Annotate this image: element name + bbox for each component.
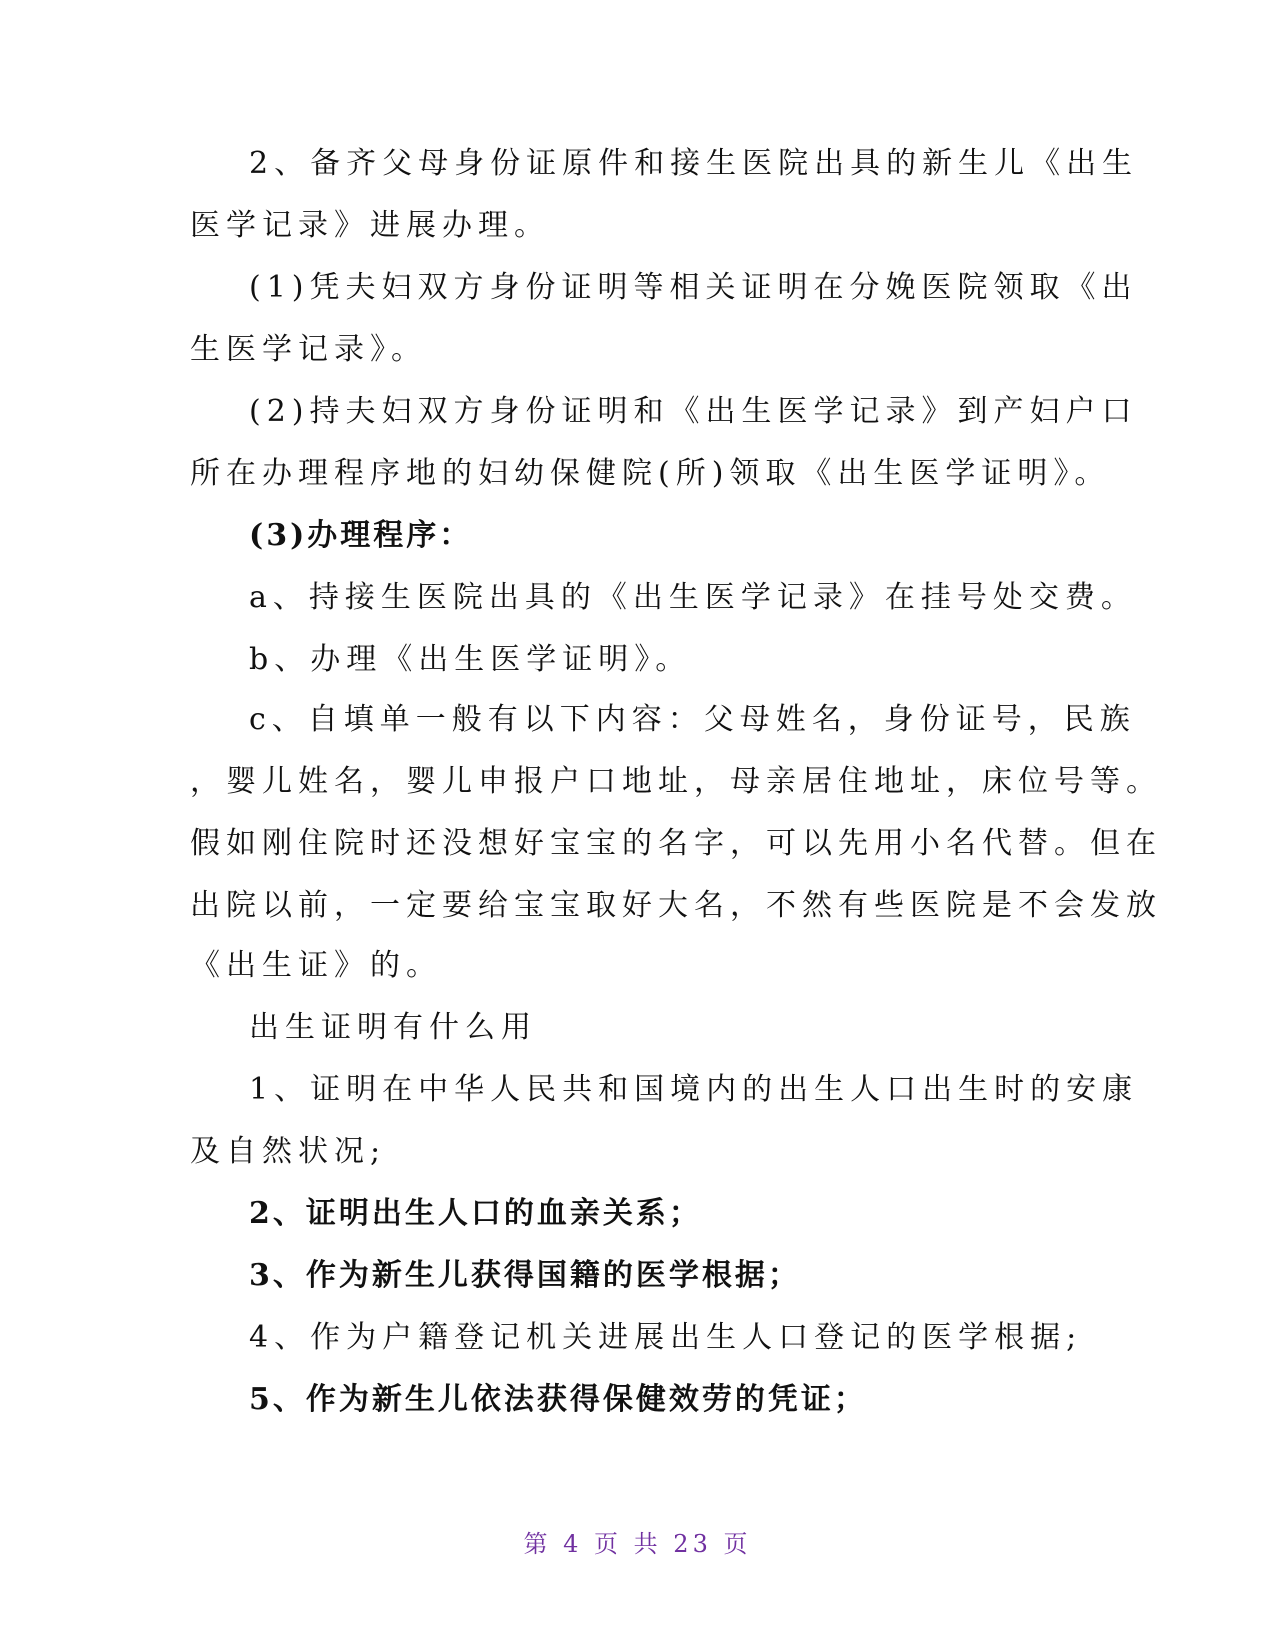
paragraph-line: 《出生证》的。 <box>190 948 442 983</box>
paragraph-line: 1、证明在中华人民共和国境内的出生人口出生时的安康 <box>249 1072 1139 1107</box>
paragraph-line: (2)持夫妇双方身份证明和《出生医学记录》到产妇户口 <box>249 394 1138 429</box>
paragraph-line: (1)凭夫妇双方身份证明等相关证明在分娩医院领取《出 <box>249 270 1138 305</box>
paragraph-line: 2、备齐父母身份证原件和接生医院出具的新生儿《出生 <box>249 146 1139 181</box>
paragraph-line: 所在办理程序地的妇幼保健院(所)领取《出生医学证明》。 <box>190 456 1111 491</box>
paragraph-line: 及自然状况; <box>190 1134 387 1169</box>
paragraph-line: a、持接生医院出具的《出生医学记录》在挂号处交费。 <box>249 580 1137 615</box>
list-item: 4、作为户籍登记机关进展出生人口登记的医学根据; <box>249 1320 1083 1355</box>
list-item-bold: 2、证明出生人口的血亲关系； <box>249 1196 702 1231</box>
paragraph-line: c、自填单一般有以下内容：父母姓名，身份证号，民族 <box>249 702 1136 737</box>
list-item-bold: 5、作为新生儿依法获得保健效劳的凭证； <box>249 1382 867 1417</box>
paragraph-line: 医学记录》进展办理。 <box>190 208 550 243</box>
paragraph-line: ，婴儿姓名，婴儿申报户口地址，母亲居住地址，床位号等。 <box>190 764 1162 799</box>
paragraph-line: 假如刚住院时还没想好宝宝的名字，可以先用小名代替。但在 <box>190 826 1162 861</box>
section-heading: (3)办理程序： <box>249 518 473 553</box>
paragraph-line: 出院以前，一定要给宝宝取好大名，不然有些医院是不会发放 <box>190 888 1162 923</box>
paragraph-line: 生医学记录》。 <box>190 332 427 367</box>
page-footer: 第 4 页 共 23 页 <box>523 1530 752 1558</box>
paragraph-line: b、办理《出生医学证明》。 <box>249 642 692 677</box>
section-title: 出生证明有什么用 <box>249 1010 537 1045</box>
list-item-bold: 3、作为新生儿获得国籍的医学根据； <box>249 1258 801 1293</box>
